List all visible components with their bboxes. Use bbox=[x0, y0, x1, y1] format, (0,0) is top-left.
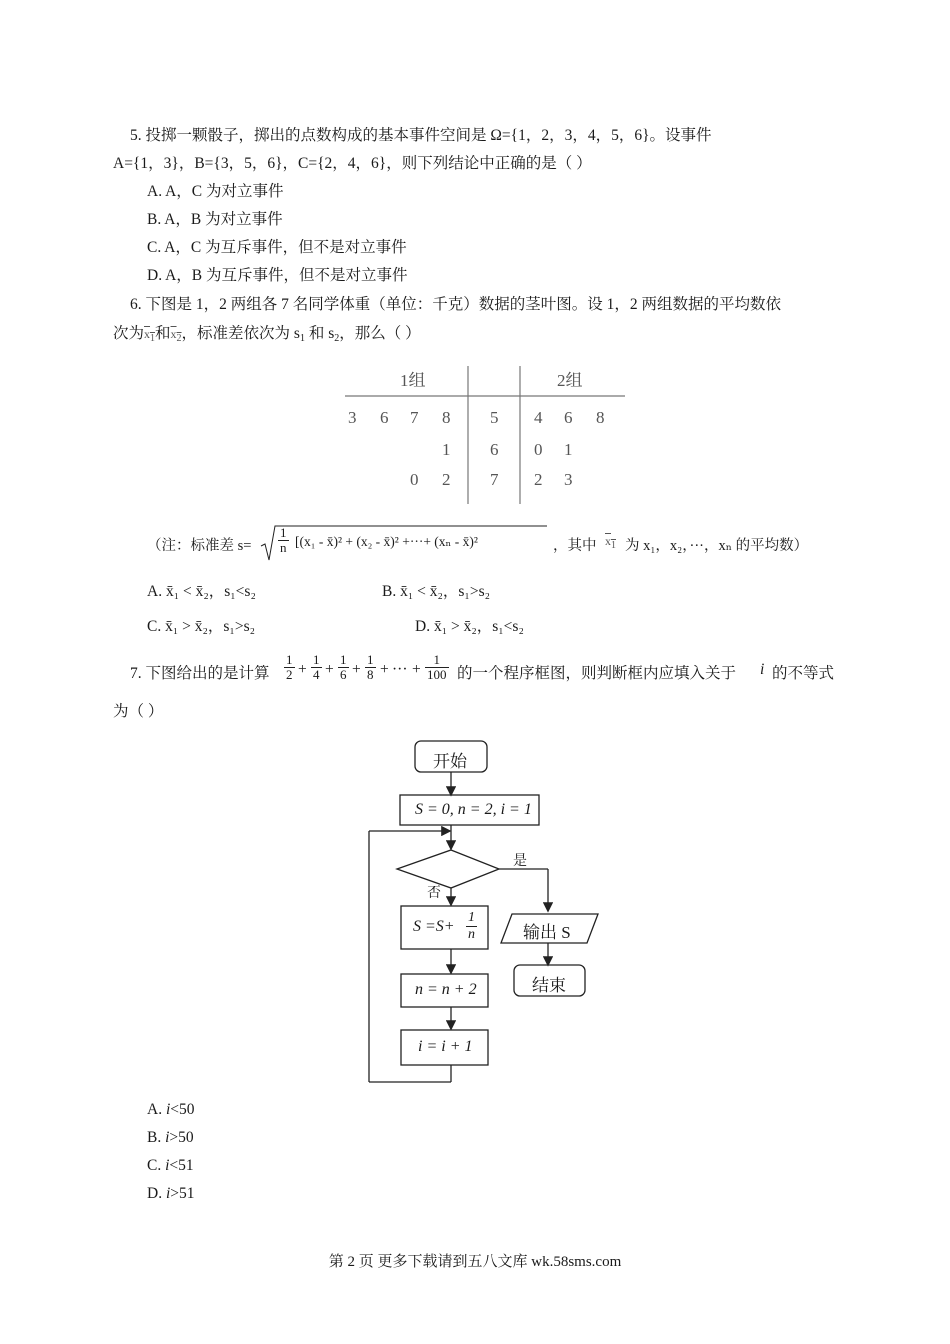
note-formula: [(x₁ - x̄)² + (x₂ - x̄)² +···+ (xₙ - x̄)² bbox=[295, 534, 478, 549]
flow-step2: n = n + 2 bbox=[415, 981, 477, 998]
leaf: 7 bbox=[410, 408, 419, 427]
stem-leaf-lines bbox=[340, 358, 630, 508]
x1-bar: $x_1$ bbox=[144, 327, 156, 344]
flowchart: 开始 S = 0, n = 2, i = 1 是 否 S =S+ $\frac{1}{n}$ 输出 S 结束 n = n + 2 i = i + 1 bbox=[365, 738, 625, 1088]
q5-option-a: A. A，C 为对立事件 bbox=[147, 183, 284, 200]
leaf: 8 bbox=[596, 408, 605, 427]
leaf: 6 bbox=[380, 408, 389, 427]
note-xbar: $x_1$ bbox=[605, 534, 616, 551]
frac-1-100: $\frac{1}{100}$ bbox=[427, 652, 447, 682]
q5-line2: A={1，3}，B={3，5，6}，C={2，4，6}，则下列结论中正确的是（ ） bbox=[113, 155, 592, 172]
header-group-1: 1组 bbox=[400, 371, 426, 390]
q6-option-b: B. x̄₁ < x̄₂，s₁>s₂ bbox=[382, 583, 491, 600]
leaf: 2 bbox=[442, 470, 451, 489]
leaf: 0 bbox=[534, 440, 543, 459]
q5-option-d: D. A，B 为互斥事件，但不是对立事件 bbox=[147, 267, 408, 284]
q6-option-d: D. x̄₁ > x̄₂，s₁<s₂ bbox=[415, 618, 524, 635]
flowchart-shapes bbox=[365, 738, 625, 1088]
leaf: 0 bbox=[410, 470, 419, 489]
q5-option-b: B. A，B 为对立事件 bbox=[147, 211, 283, 228]
q7-line2: 为（ ） bbox=[113, 703, 164, 720]
q6-line1: 6. 下图是 1，2 两组各 7 名同学体重（单位：千克）数据的茎叶图。设 1，2 两组数据的平均数依 bbox=[130, 296, 782, 313]
frac-1-6: $\frac{1}{6}$ bbox=[340, 652, 347, 682]
stem-leaf-plot bbox=[340, 358, 630, 508]
header-group-2: 2组 bbox=[557, 371, 583, 390]
leaf: 6 bbox=[564, 408, 573, 427]
leaf: 3 bbox=[564, 470, 573, 489]
flow-step3: i = i + 1 bbox=[418, 1038, 473, 1055]
flow-no-label: 否 bbox=[427, 886, 441, 901]
q7-option-a: A. i<50 bbox=[147, 1101, 195, 1118]
flow-init: S = 0, n = 2, i = 1 bbox=[415, 801, 532, 818]
page-footer: 第 2 页 更多下载请到五八文库 wk.58sms.com bbox=[328, 1254, 622, 1270]
leaf: 4 bbox=[534, 408, 543, 427]
leaf: 3 bbox=[348, 408, 357, 427]
stem: 7 bbox=[490, 470, 499, 489]
x2-bar: $x_2$ bbox=[170, 327, 182, 344]
q6-option-c: C. x̄₁ > x̄₂，s₁>s₂ bbox=[147, 618, 256, 635]
q5-line1: 5. 投掷一颗骰子，掷出的点数构成的基本事件空间是 Ω={1，2，3，4，5，6}。设事件 bbox=[130, 127, 712, 144]
leaf: 2 bbox=[534, 470, 543, 489]
frac-1-4: $\frac{1}{4}$ bbox=[313, 652, 320, 682]
leaf: 1 bbox=[442, 440, 451, 459]
note-fraction: $\frac{1}{n}$ bbox=[280, 525, 287, 555]
frac-1-8: $\frac{1}{8}$ bbox=[367, 652, 374, 682]
flow-end: 结束 bbox=[532, 976, 566, 995]
flow-start: 开始 bbox=[433, 752, 467, 771]
stem: 6 bbox=[490, 440, 499, 459]
leaf: 8 bbox=[442, 408, 451, 427]
flow-output: 输出 S bbox=[523, 923, 571, 942]
q7-option-c: C. i<51 bbox=[147, 1157, 194, 1174]
frac-1-2: $\frac{1}{2}$ bbox=[286, 652, 293, 682]
stem: 5 bbox=[490, 408, 499, 427]
q5-option-c: C. A，C 为互斥事件，但不是对立事件 bbox=[147, 239, 407, 256]
q6-line2: 次为$x_1$和$x_2$，标准差依次为 $s_1$ 和 $s_2$，那么（ ） bbox=[113, 325, 421, 344]
q6-option-a: A. x̄₁ < x̄₂，s₁<s₂ bbox=[147, 583, 256, 600]
q7-option-b: B. i>50 bbox=[147, 1129, 194, 1146]
leaf: 1 bbox=[564, 440, 573, 459]
flow-step1-fraction: $\frac{1}{n}$ bbox=[468, 910, 475, 942]
flow-yes-label: 是 bbox=[513, 854, 527, 869]
q7-option-d: D. i>51 bbox=[147, 1185, 195, 1202]
